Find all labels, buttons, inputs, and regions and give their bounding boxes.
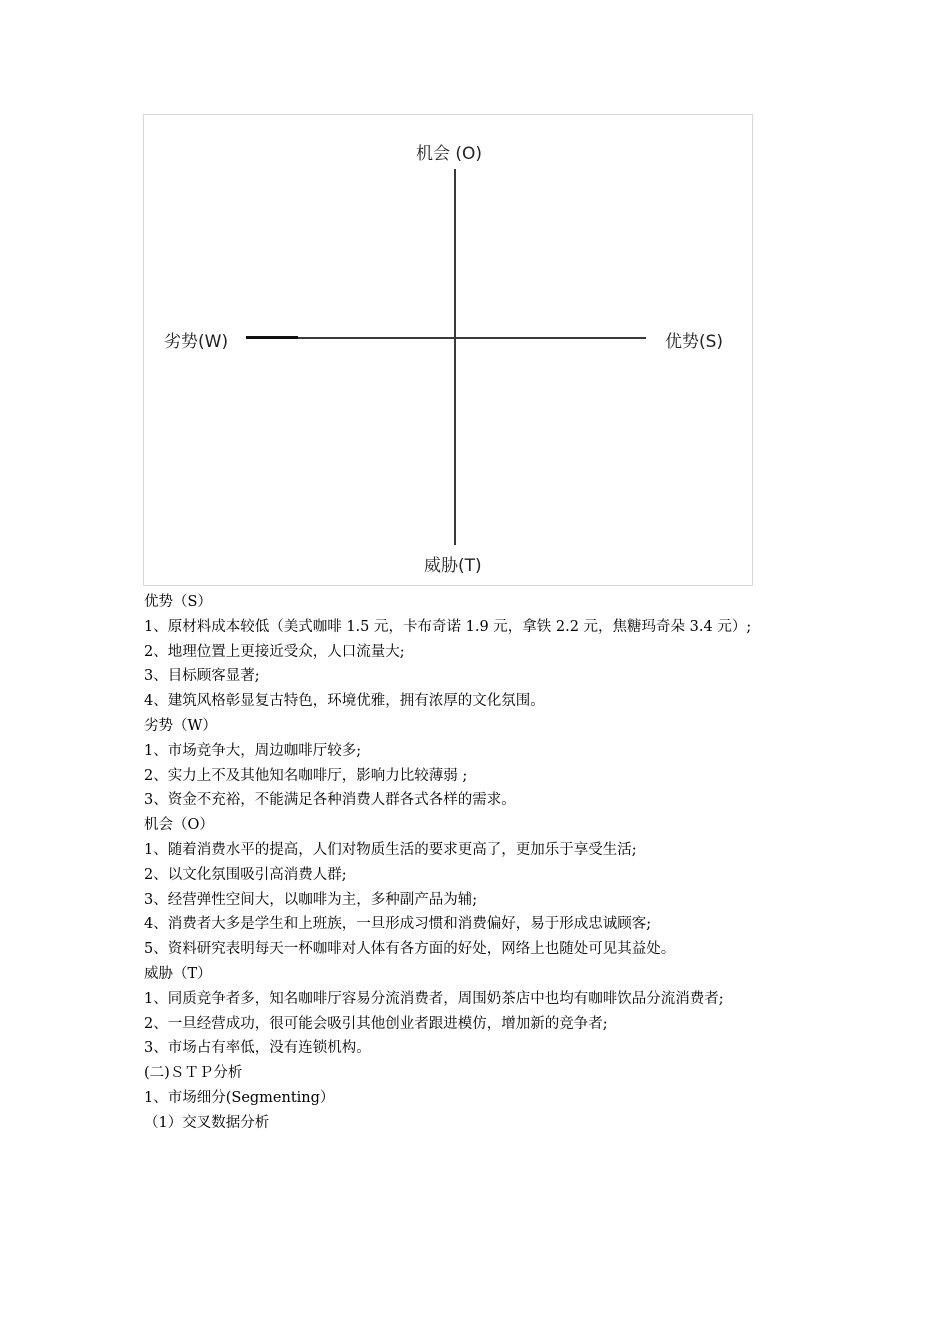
weakness-label: 劣势(W) [164,332,229,352]
document-body [144,590,844,1136]
opportunity-item: 2、以文化氛围吸引高消费人群; [144,866,347,883]
opportunity-label: 机会 (O) [416,144,483,164]
strength-item: 4、建筑风格彰显复古特色，环境优雅，拥有浓厚的文化氛围。 [144,693,545,710]
weakness-item: 2、实力上不及其他知名咖啡厅，影响力比较薄弱 ; [144,767,468,784]
cross-data-analysis-heading: （1）交叉数据分析 [144,1114,270,1131]
threat-item: 3、市场占有率低，没有连锁机构。 [144,1040,371,1057]
opportunity-item: 1、随着消费水平的提高，人们对物质生活的要求更高了，更加乐于享受生活; [144,841,637,858]
opportunity-item: 5、资料研究表明每天一杯咖啡对人体有各方面的好处，网络上也随处可见其益处。 [144,941,676,958]
weakness-item: 3、资金不充裕，不能满足各种消费人群各式各样的需求。 [144,792,516,809]
vertical-axis [454,169,456,545]
strength-item: 3、目标顾客显著; [144,668,260,685]
threat-item: 2、一旦经营成功，很可能会吸引其他创业者跟进模仿，增加新的竞争者; [144,1015,608,1032]
opportunity-item: 4、消费者大多是学生和上班族，一旦形成习惯和消费偏好，易于形成忠诚顾客; [144,916,652,933]
horizontal-axis [246,337,646,339]
swot-diagram [143,114,753,586]
strength-item: 1、原材料成本较低（美式咖啡 1.5 元，卡布奇诺 1.9 元，拿铁 2.2 元，焦糖玛奇朵 3.4 元）; [144,618,752,635]
strength-label: 优势(S) [665,332,724,352]
segmenting-heading: 1、市场细分(Segmenting） [144,1089,335,1106]
stp-section-heading: (二)ＳＴＰ分析 [144,1065,243,1082]
threats-heading: 威胁（T） [144,965,212,982]
strength-item: 2、地理位置上更接近受众，人口流量大; [144,643,405,660]
opportunities-heading: 机会（O） [144,817,214,834]
strengths-heading: 优势（S） [144,594,212,610]
weakness-item: 1、市场竞争大，周边咖啡厅较多; [144,742,362,759]
horizontal-axis-left-segment [246,336,298,339]
weaknesses-heading: 劣势（W） [144,717,217,734]
threat-item: 1、同质竞争者多，知名咖啡厅容易分流消费者，周围奶茶店中也均有咖啡饮品分流消费者; [144,990,724,1007]
threat-label: 威胁(T) [424,556,482,576]
opportunity-item: 3、经营弹性空间大，以咖啡为主，多种副产品为辅; [144,891,478,908]
